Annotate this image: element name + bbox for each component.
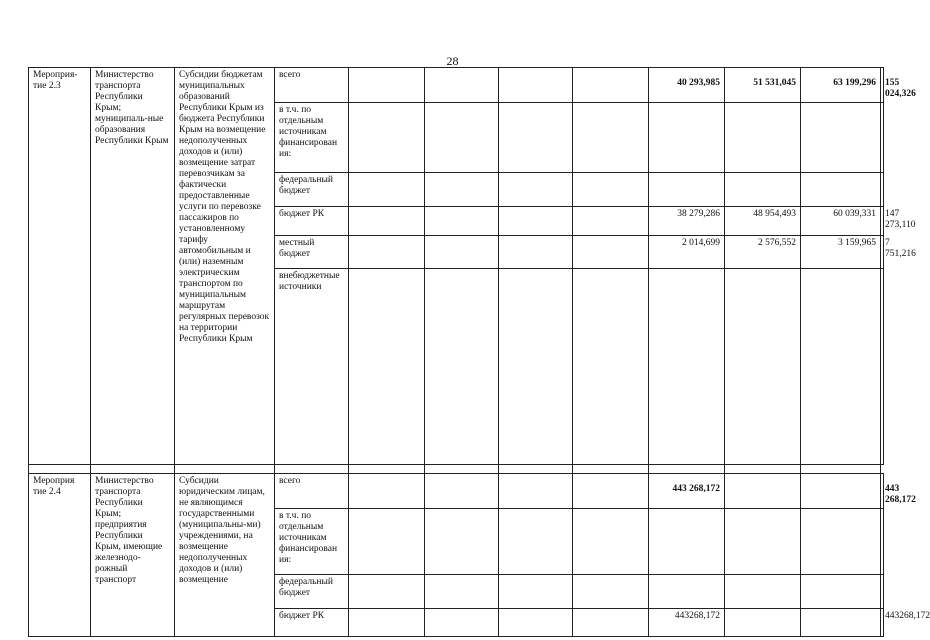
value-cell bbox=[425, 173, 499, 207]
value-cell: 443268,172 bbox=[649, 609, 725, 637]
value-cell: 40 293,985 bbox=[649, 68, 725, 103]
value-cell bbox=[649, 173, 725, 207]
value-cell bbox=[349, 207, 425, 236]
value-cell bbox=[649, 575, 725, 609]
value-cell bbox=[499, 509, 573, 575]
value-cell: 155 024,326 bbox=[881, 68, 884, 103]
value-cell bbox=[573, 173, 649, 207]
value-cell bbox=[801, 509, 881, 575]
value-cell: 147 273,110 bbox=[881, 207, 884, 236]
value-cell bbox=[881, 103, 884, 173]
funding-source-cell: бюджет РК bbox=[275, 207, 349, 236]
value-cell bbox=[649, 103, 725, 173]
measure-cell: Мероприя-тие 2.3 bbox=[29, 68, 91, 465]
funding-source-cell: бюджет РК bbox=[275, 609, 349, 637]
value-cell: 2 576,552 bbox=[725, 236, 801, 269]
section-gap bbox=[29, 465, 884, 474]
funding-source-cell: в т.ч. по отдельным источникам финансирован ия: bbox=[275, 103, 349, 173]
value-cell bbox=[349, 509, 425, 575]
value-cell bbox=[425, 609, 499, 637]
value-cell: 7 751,216 bbox=[881, 236, 884, 269]
funding-source-cell: федеральный бюджет bbox=[275, 575, 349, 609]
value-cell bbox=[349, 575, 425, 609]
value-cell bbox=[725, 609, 801, 637]
value-cell bbox=[801, 609, 881, 637]
value-cell bbox=[725, 509, 801, 575]
value-cell bbox=[573, 575, 649, 609]
funding-source-cell: внебюджетные источники bbox=[275, 269, 349, 465]
value-cell bbox=[725, 103, 801, 173]
value-cell bbox=[881, 575, 884, 609]
value-cell bbox=[499, 474, 573, 509]
value-cell: 38 279,286 bbox=[649, 207, 725, 236]
value-cell bbox=[801, 103, 881, 173]
gap-cell bbox=[499, 465, 573, 474]
value-cell bbox=[499, 173, 573, 207]
value-cell bbox=[425, 68, 499, 103]
gap-cell bbox=[649, 465, 725, 474]
description-cell: Субсидии бюджетам муниципальных образований Республики Крым из бюджета Республики Крым на возмещение недополученных доходов и (или) возмещение затрат перевозчикам за фактически предоставленные услуги по перевозке пассажиров по установленному тарифу автомобильным и (или) наземным электрическим транспортом по муниципальным маршрутам регулярных перевозок на территории Республики Крым bbox=[175, 68, 275, 465]
value-cell: 443 268,172 bbox=[881, 474, 884, 509]
value-cell bbox=[349, 173, 425, 207]
value-cell bbox=[573, 509, 649, 575]
value-cell bbox=[499, 575, 573, 609]
value-cell bbox=[573, 474, 649, 509]
funding-source-cell: федеральный бюджет bbox=[275, 173, 349, 207]
value-cell bbox=[425, 509, 499, 575]
value-cell bbox=[499, 236, 573, 269]
value-cell bbox=[573, 236, 649, 269]
value-cell bbox=[649, 269, 725, 465]
value-cell: 2 014,699 bbox=[649, 236, 725, 269]
value-cell: 60 039,331 bbox=[801, 207, 881, 236]
value-cell bbox=[425, 269, 499, 465]
gap-cell bbox=[573, 465, 649, 474]
value-cell bbox=[425, 207, 499, 236]
value-cell bbox=[499, 207, 573, 236]
funding-source-cell: местный бюджет bbox=[275, 236, 349, 269]
value-cell bbox=[881, 173, 884, 207]
value-cell bbox=[801, 474, 881, 509]
value-cell bbox=[349, 609, 425, 637]
gap-cell bbox=[29, 465, 91, 474]
value-cell: 443 268,172 bbox=[649, 474, 725, 509]
gap-cell bbox=[425, 465, 499, 474]
gap-cell bbox=[91, 465, 175, 474]
value-cell bbox=[725, 173, 801, 207]
value-cell bbox=[425, 103, 499, 173]
table-body bbox=[29, 68, 930, 637]
gap-cell bbox=[349, 465, 425, 474]
gap-cell bbox=[725, 465, 801, 474]
table-row bbox=[29, 474, 884, 509]
table-row bbox=[29, 68, 884, 103]
value-cell bbox=[499, 609, 573, 637]
value-cell: 51 531,045 bbox=[725, 68, 801, 103]
value-cell bbox=[725, 269, 801, 465]
value-cell bbox=[801, 269, 881, 465]
value-cell: 3 159,965 bbox=[801, 236, 881, 269]
value-cell bbox=[881, 509, 884, 575]
value-cell bbox=[573, 609, 649, 637]
executor-cell: Министерство транспорта Республики Крым; предприятия Республики Крым, имеющие железнодо-рожный транспорт bbox=[91, 474, 175, 637]
value-cell bbox=[573, 68, 649, 103]
value-cell bbox=[881, 269, 884, 465]
value-cell bbox=[649, 509, 725, 575]
gap-cell bbox=[801, 465, 881, 474]
value-cell bbox=[725, 474, 801, 509]
value-cell bbox=[349, 269, 425, 465]
value-cell bbox=[349, 68, 425, 103]
value-cell: 63 199,296 bbox=[801, 68, 881, 103]
funding-source-cell: в т.ч. по отдельным источникам финансирован ия: bbox=[275, 509, 349, 575]
value-cell bbox=[573, 269, 649, 465]
value-cell bbox=[425, 474, 499, 509]
value-cell bbox=[573, 103, 649, 173]
value-cell bbox=[349, 103, 425, 173]
funding-source-cell: всего bbox=[275, 68, 349, 103]
executor-cell: Министерство транспорта Республики Крым; муниципаль-ные образования Республики Крым bbox=[91, 68, 175, 465]
value-cell bbox=[349, 474, 425, 509]
funding-source-cell: всего bbox=[275, 474, 349, 509]
value-cell bbox=[801, 575, 881, 609]
value-cell bbox=[573, 207, 649, 236]
value-cell bbox=[801, 173, 881, 207]
value-cell bbox=[349, 236, 425, 269]
page-number: 28 bbox=[446, 54, 459, 68]
gap-cell bbox=[275, 465, 349, 474]
value-cell bbox=[425, 575, 499, 609]
value-cell bbox=[499, 68, 573, 103]
description-cell: Субсидии юридическим лицам, не являющимся государственными (муниципальны-ми) учреждениями, на возмещение недополученных доходов и (или) возмещение bbox=[175, 474, 275, 637]
value-cell bbox=[725, 575, 801, 609]
value-cell bbox=[425, 236, 499, 269]
gap-cell bbox=[175, 465, 275, 474]
measure-cell: Мероприя тие 2.4 bbox=[29, 474, 91, 637]
value-cell: 48 954,493 bbox=[725, 207, 801, 236]
value-cell bbox=[499, 269, 573, 465]
value-cell bbox=[499, 103, 573, 173]
funding-table bbox=[28, 67, 930, 637]
value-cell: 443268,172 bbox=[881, 609, 884, 637]
